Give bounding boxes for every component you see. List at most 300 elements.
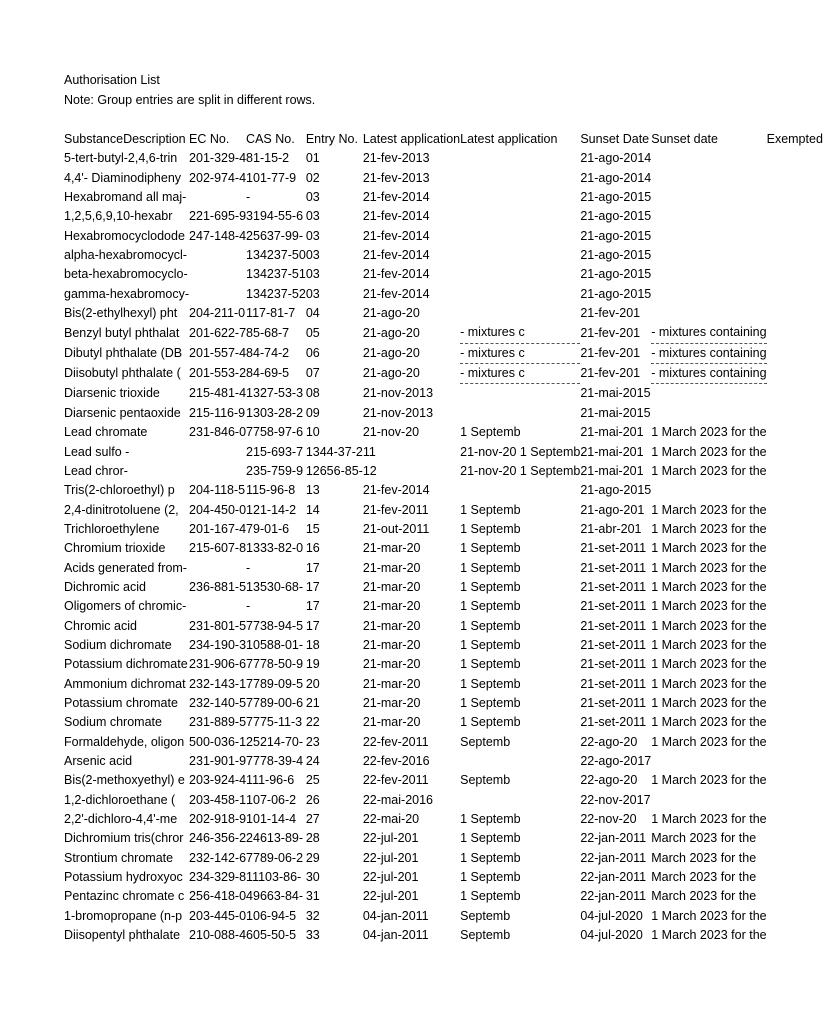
cell-exempted	[767, 343, 823, 363]
cell-substance: 4,4'- Diaminodipheny	[64, 170, 182, 185]
cell-cas-no: 1333-82-0	[246, 541, 304, 556]
cell-entry-no: 33	[305, 928, 320, 943]
cell-latest-application: 21-mar-20	[362, 676, 421, 691]
table-row	[64, 343, 823, 363]
cell-sunset-date: 22-ago-2017	[580, 754, 652, 768]
cell-cas-no: 7789-06-2	[246, 850, 304, 865]
cell-latest-application-2: 1 Septemb	[460, 425, 521, 440]
cell-substance: 2,2'-dichloro-4,4'-me	[64, 812, 178, 827]
cell-exempted	[767, 285, 823, 304]
cell-latest-application: 21-mar-20	[362, 560, 421, 575]
cell-exempted	[767, 304, 823, 323]
cell-cas-no: 101-77-9	[246, 170, 297, 185]
cell-ec-no: 232-142-6	[189, 850, 247, 865]
cell-latest-application-2: 1 Septemb	[460, 889, 521, 904]
cell-sunset-date: 21-fev-201	[580, 366, 641, 381]
cell-cas-no: -	[246, 560, 251, 575]
cell-exempted	[767, 188, 823, 207]
cell-sunset-date: 21-set-2011	[580, 676, 647, 691]
cell-latest-application-2	[460, 188, 580, 207]
cell-substance: Diisobutyl phthalate (	[64, 366, 181, 381]
cell-latest-application: 21-fev-2014	[362, 209, 430, 224]
cell-sunset-date-2: - mixtures containing	[651, 364, 766, 384]
cell-sunset-date: 22-ago-20	[580, 734, 638, 749]
cell-sunset-date-2: 1 March 2023 for the	[651, 734, 767, 749]
cell-cas-no: 24613-89-	[246, 831, 304, 846]
table-row	[64, 733, 823, 752]
cell-cas-no: 7789-09-5	[246, 676, 304, 691]
cell-sunset-date: 22-jan-2011	[580, 870, 647, 885]
cell-latest-application-2: 1 Septemb	[460, 676, 521, 691]
cell-exempted	[767, 462, 823, 481]
cell-sunset-date: 21-fev-201	[580, 306, 641, 321]
table-row	[64, 520, 823, 539]
table-row	[64, 207, 823, 226]
cell-cas-no: 84-69-5	[246, 366, 290, 381]
cell-latest-application-2	[460, 169, 580, 188]
header-latest-application: Latest application	[362, 132, 461, 146]
cell-latest-application-2	[460, 481, 580, 500]
table-row	[64, 501, 823, 520]
cell-sunset-date-2: March 2023 for the	[651, 850, 757, 865]
cell-sunset-date: 21-abr-201	[580, 521, 642, 536]
cell-exempted	[767, 810, 823, 829]
cell-sunset-date-2: 1 March 2023 for the	[651, 463, 767, 478]
cell-sunset-date-2: 1 March 2023 for the	[651, 695, 767, 710]
cell-sunset-date: 04-jul-2020	[580, 908, 643, 923]
cell-sunset-date-2: - mixtures containing	[651, 323, 766, 343]
cell-latest-application-2: 21-nov-20 1 Septemb	[460, 444, 581, 459]
cell-substance: alpha-hexabromocycl-	[64, 248, 187, 263]
cell-sunset-date-2	[651, 404, 766, 423]
table-row	[64, 285, 823, 304]
cell-entry-no: 32	[305, 908, 320, 923]
cell-exempted	[767, 227, 823, 246]
cell-latest-application: 21-fev-2014	[362, 286, 430, 301]
cell-latest-application-2: 1 Septemb	[460, 541, 521, 556]
cell-entry-no: 20	[305, 676, 320, 691]
cell-latest-application: 21-fev-2011	[362, 502, 429, 517]
cell-entry-no: 02	[305, 170, 320, 185]
cell-cas-no: 10588-01-	[246, 637, 304, 652]
cell-latest-application-2: 1 Septemb	[460, 870, 521, 885]
cell-substance: Diarsenic pentaoxide	[64, 405, 181, 420]
cell-substance: Dichromium tris(chror	[64, 831, 184, 846]
cell-ec-no: 201-553-2	[189, 366, 247, 381]
table-row	[64, 675, 823, 694]
table-row	[64, 404, 823, 423]
header-entry-no: Entry No.	[305, 132, 358, 146]
cell-substance: Bis(2-methoxyethyl) e	[64, 773, 185, 788]
cell-cas-no: 1327-53-3	[246, 386, 304, 401]
cell-entry-no: 13	[305, 483, 320, 498]
cell-exempted	[767, 539, 823, 558]
cell-latest-application: 22-fev-2011	[362, 773, 429, 788]
cell-entry-no: 03	[305, 267, 320, 282]
cell-sunset-date-2: 1 March 2023 for the	[651, 908, 767, 923]
cell-exempted	[767, 887, 823, 906]
cell-exempted	[767, 849, 823, 868]
cell-substance: Diarsenic trioxide	[64, 386, 160, 401]
cell-entry-no: 17	[305, 560, 320, 575]
cell-latest-application: 21-mar-20	[362, 599, 421, 614]
cell-latest-application: 22-jul-201	[362, 889, 419, 904]
cell-exempted	[767, 578, 823, 597]
table-row	[64, 926, 823, 945]
cell-latest-application-2: 1 Septemb	[460, 521, 521, 536]
cell-exempted	[767, 520, 823, 539]
cell-entry-no: 29	[305, 850, 320, 865]
cell-latest-application-2: Septemb	[460, 773, 511, 788]
cell-sunset-date: 21-set-2011	[580, 541, 647, 556]
header-cas-no: CAS No.	[246, 132, 295, 146]
cell-sunset-date-2	[651, 207, 766, 226]
cell-cas-no: 25637-99-	[246, 228, 304, 243]
table-row	[64, 887, 823, 906]
cell-latest-application-2: 1 Septemb	[460, 579, 521, 594]
cell-sunset-date: 21-ago-2014	[580, 170, 652, 185]
cell-entry-no: 16	[305, 541, 320, 556]
cell-exempted	[767, 617, 823, 636]
cell-sunset-date: 21-mai-2015	[580, 386, 651, 401]
cell-cas-no: 117-81-7	[246, 306, 296, 321]
table-row	[64, 443, 823, 462]
cell-latest-application-2: 1 Septemb	[460, 850, 521, 865]
cell-sunset-date-2: 1 March 2023 for the	[651, 637, 767, 652]
cell-entry-no: 17	[305, 618, 320, 633]
cell-substance: Hexabromocyclodode	[64, 228, 185, 243]
cell-ec-no: 201-329-4	[189, 151, 247, 166]
cell-sunset-date: 22-ago-20	[580, 773, 638, 788]
cell-exempted	[767, 791, 823, 810]
cell-latest-application: 21-fev-2013	[362, 151, 430, 166]
cell-entry-no: 09	[305, 405, 320, 420]
cell-sunset-date: 21-ago-2015	[580, 209, 652, 224]
table-row	[64, 578, 823, 597]
cell-substance: Lead sulfo -	[64, 444, 130, 459]
cell-sunset-date: 22-nov-2017	[580, 792, 651, 807]
table-row	[64, 617, 823, 636]
cell-substance: Lead chror-	[64, 463, 128, 478]
cell-latest-application-2: 1 Septemb	[460, 812, 521, 827]
cell-ec-no: 210-088-4	[189, 928, 247, 943]
cell-latest-application: 22-mai-20	[362, 812, 420, 827]
cell-latest-application-2: 1 Septemb	[460, 715, 521, 730]
cell-latest-application-2: - mixtures c	[460, 343, 580, 363]
table-row	[64, 364, 823, 384]
cell-ec-no: 221-695-9	[189, 209, 247, 224]
cell-ec-no: 231-801-5	[189, 618, 247, 633]
cell-latest-application: 22-jul-201	[362, 870, 419, 885]
cell-exempted	[767, 655, 823, 674]
cell-sunset-date: 21-mai-2015	[580, 405, 651, 420]
cell-latest-application-2: Septemb	[460, 734, 511, 749]
cell-sunset-date-2: March 2023 for the	[651, 870, 757, 885]
cell-entry-no: 25	[305, 773, 320, 788]
cell-substance: Dibutyl phthalate (DB	[64, 345, 183, 360]
table-row	[64, 227, 823, 246]
cell-ec-no: 236-881-5	[189, 579, 247, 594]
cell-sunset-date-2	[651, 227, 766, 246]
cell-ec-no: 231-901-9	[189, 754, 247, 768]
cell-entry-no: 26	[305, 792, 320, 807]
cell-latest-application-2: 1 Septemb	[460, 695, 521, 710]
cell-sunset-date: 21-mai-201	[580, 444, 644, 459]
cell-exempted	[767, 423, 823, 442]
cell-entry-no: 04	[305, 306, 320, 321]
cell-sunset-date: 21-set-2011	[580, 695, 647, 710]
cell-ec-no: 256-418-0	[189, 889, 247, 904]
cell-latest-application-2: - mixtures c	[460, 364, 580, 384]
table-row	[64, 384, 823, 404]
cell-sunset-date-2	[651, 149, 766, 168]
cell-latest-application: 21-fev-2014	[362, 248, 430, 263]
cell-latest-application-2	[460, 384, 580, 404]
cell-ec-no: 232-140-5	[189, 695, 247, 710]
cell-entry-no: 01	[305, 151, 320, 166]
table-row	[64, 849, 823, 868]
cell-ec-no: 203-458-1	[189, 792, 247, 807]
cell-latest-application: 21-ago-20	[362, 366, 420, 381]
header-exempted: Exempted	[766, 132, 823, 146]
cell-exempted	[767, 752, 823, 771]
table-row	[64, 423, 823, 442]
cell-latest-application: 21-mar-20	[362, 618, 421, 633]
cell-substance: Sodium chromate	[64, 715, 162, 730]
cell-sunset-date-2: 1 March 2023 for the	[651, 502, 767, 517]
cell-latest-application: 21-fev-2014	[362, 190, 430, 205]
cell-sunset-date: 21-set-2011	[580, 599, 647, 614]
cell-entry-no: 14	[305, 502, 320, 517]
cell-exempted	[767, 501, 823, 520]
cell-cas-no: 7758-97-6	[246, 425, 304, 440]
cell-sunset-date-2	[651, 188, 766, 207]
cell-latest-application: 21-mar-20	[362, 637, 421, 652]
table-row	[64, 559, 823, 578]
cell-entry-no: 17	[305, 579, 320, 594]
cell-latest-application-2: - mixtures c	[460, 323, 580, 343]
cell-exempted	[767, 771, 823, 790]
cell-latest-application: 21-mar-20	[362, 657, 421, 672]
table-row	[64, 636, 823, 655]
cell-ec-no: 234-329-8	[189, 870, 247, 885]
cell-ec-no	[189, 462, 246, 481]
cell-sunset-date-2: 1 March 2023 for the	[651, 521, 767, 536]
cell-exempted	[767, 207, 823, 226]
cell-sunset-date: 21-fev-201	[580, 325, 641, 340]
cell-sunset-date-2	[651, 285, 766, 304]
table-row	[64, 868, 823, 887]
cell-latest-application: 04-jan-2011	[362, 908, 429, 923]
cell-substance: Pentazinc chromate c	[64, 889, 185, 904]
cell-substance: Potassium dichromate	[64, 657, 188, 672]
cell-latest-application: 11	[362, 444, 376, 459]
cell-cas-no: 1303-28-2	[246, 405, 304, 420]
document-title: Authorisation List	[64, 73, 160, 87]
cell-sunset-date: 22-jan-2011	[580, 831, 647, 846]
cell-latest-application: 21-fev-2014	[362, 267, 430, 282]
cell-sunset-date: 21-ago-2015	[580, 286, 652, 301]
authorisation-table	[64, 130, 823, 945]
cell-sunset-date: 21-ago-2015	[580, 248, 652, 263]
table-row	[64, 149, 823, 168]
cell-substance: Strontium chromate	[64, 850, 174, 865]
header-sunset-date-2: Sunset date	[651, 132, 718, 146]
cell-cas-no: 13530-68-	[246, 579, 304, 594]
cell-exempted	[767, 404, 823, 423]
cell-latest-application-2: 1 Septemb	[460, 618, 521, 633]
cell-ec-no: 231-906-6	[189, 657, 247, 672]
cell-cas-no: 7738-94-5	[246, 618, 304, 633]
cell-sunset-date: 21-set-2011	[580, 618, 647, 633]
cell-ec-no: 204-450-0	[189, 502, 247, 517]
cell-latest-application: 21-fev-2014	[362, 483, 430, 498]
cell-sunset-date: 21-ago-2015	[580, 228, 652, 243]
cell-entry-no: 07	[305, 366, 320, 381]
cell-latest-application: 21-mar-20	[362, 541, 421, 556]
cell-sunset-date-2: 1 March 2023 for the	[651, 541, 767, 556]
cell-exempted	[767, 149, 823, 168]
cell-sunset-date-2: 1 March 2023 for the	[651, 657, 767, 672]
cell-latest-application: 21-mar-20	[362, 695, 421, 710]
cell-substance: Dichromic acid	[64, 579, 146, 594]
cell-ec-no	[189, 597, 246, 616]
cell-ec-no: 203-924-4	[189, 773, 247, 788]
cell-cas-no: 235-759-9	[246, 463, 304, 478]
cell-substance: Trichloroethylene	[64, 521, 160, 536]
cell-exempted	[767, 265, 823, 284]
table-row	[64, 752, 823, 771]
table-row	[64, 462, 823, 481]
cell-exempted	[767, 384, 823, 404]
cell-latest-application-2	[460, 404, 580, 423]
cell-substance: Chromium trioxide	[64, 541, 166, 556]
cell-sunset-date-2: 1 March 2023 for the	[651, 715, 767, 730]
cell-cas-no: 7775-11-3	[246, 715, 303, 730]
cell-substance: Arsenic acid	[64, 754, 133, 768]
cell-sunset-date: 22-nov-20	[580, 812, 637, 827]
cell-latest-application-2: Septemb	[460, 928, 511, 943]
cell-ec-no	[189, 285, 246, 304]
cell-substance: Formaldehyde, oligon	[64, 734, 185, 749]
cell-entry-no: 15	[305, 521, 320, 536]
cell-latest-application-2	[460, 149, 580, 168]
cell-entry-no: 28	[305, 831, 320, 846]
cell-substance: Oligomers of chromic-	[64, 599, 187, 614]
cell-sunset-date: 21-ago-2015	[580, 267, 652, 282]
cell-sunset-date-2	[651, 246, 766, 265]
cell-latest-application-2	[460, 227, 580, 246]
cell-cas-no: 7778-50-9	[246, 657, 304, 672]
cell-cas-no: 115-96-8	[246, 483, 296, 498]
table-body	[64, 149, 823, 945]
cell-latest-application: 04-jan-2011	[362, 928, 429, 943]
cell-sunset-date-2: - mixtures containing	[651, 343, 766, 363]
cell-sunset-date: 22-jan-2011	[580, 850, 647, 865]
cell-sunset-date-2: 1 March 2023 for the	[651, 773, 767, 788]
cell-ec-no: 201-557-4	[189, 345, 247, 360]
cell-exempted	[767, 733, 823, 752]
header-row	[64, 130, 823, 149]
cell-ec-no: 201-622-7	[189, 325, 247, 340]
cell-latest-application-2	[460, 265, 580, 284]
cell-substance: Potassium chromate	[64, 695, 178, 710]
cell-latest-application: 21-mar-20	[362, 579, 421, 594]
cell-substance: gamma-hexabromocy-	[64, 286, 190, 301]
cell-ec-no	[189, 559, 246, 578]
cell-latest-application: 12	[362, 463, 377, 478]
cell-latest-application: 22-jul-201	[362, 831, 419, 846]
cell-entry-no: 03	[305, 190, 320, 205]
table-row	[64, 265, 823, 284]
cell-ec-no	[189, 188, 246, 207]
cell-latest-application-2	[460, 752, 580, 771]
cell-latest-application-2	[460, 791, 580, 810]
cell-substance: Hexabromand all maj-	[64, 190, 187, 205]
cell-cas-no: 84-74-2	[246, 345, 290, 360]
cell-substance: Lead chromate	[64, 425, 148, 440]
cell-sunset-date: 21-set-2011	[580, 579, 647, 594]
cell-cas-no: 7778-39-4	[246, 754, 304, 768]
cell-sunset-date: 21-mai-201	[580, 463, 644, 478]
cell-sunset-date-2: 1 March 2023 for the	[651, 444, 767, 459]
cell-cas-no: 121-14-2	[246, 502, 297, 517]
cell-substance: 1,2-dichloroethane (	[64, 792, 176, 807]
cell-sunset-date: 21-ago-2015	[580, 190, 652, 205]
cell-entry-no: 03	[305, 228, 320, 243]
cell-substance: Ammonium dichromat	[64, 676, 186, 691]
cell-latest-application: 21-nov-2013	[362, 405, 434, 420]
cell-sunset-date: 04-jul-2020	[580, 928, 643, 943]
cell-entry-no: 17	[305, 599, 320, 614]
cell-sunset-date-2	[651, 752, 766, 771]
cell-substance: Sodium dichromate	[64, 637, 172, 652]
cell-entry-no: 21	[305, 695, 320, 710]
table-row	[64, 246, 823, 265]
cell-entry-no: 12656-85-	[305, 463, 363, 478]
cell-substance: Diisopentyl phthalate	[64, 928, 181, 943]
header-sunset-date: Sunset Date	[580, 132, 650, 146]
cell-ec-no: 202-974-4	[189, 170, 247, 185]
cell-ec-no	[189, 246, 246, 265]
cell-sunset-date-2	[651, 265, 766, 284]
cell-cas-no: 106-94-5	[246, 908, 297, 923]
cell-substance: beta-hexabromocyclo-	[64, 267, 188, 282]
cell-latest-application-2: 1 Septemb	[460, 637, 521, 652]
cell-substance: Tris(2-chloroethyl) p	[64, 483, 175, 498]
cell-latest-application: 22-fev-2016	[362, 754, 430, 768]
cell-exempted	[767, 713, 823, 732]
cell-latest-application: 21-ago-20	[362, 325, 420, 340]
table-row	[64, 713, 823, 732]
cell-cas-no: 49663-84-	[246, 889, 304, 904]
cell-exempted	[767, 481, 823, 500]
cell-entry-no: 1344-37-2	[305, 444, 363, 459]
cell-latest-application: 21-ago-20	[362, 306, 420, 321]
cell-entry-no: 05	[305, 325, 320, 340]
cell-sunset-date-2: 1 March 2023 for the	[651, 425, 767, 440]
cell-sunset-date-2	[651, 169, 766, 188]
cell-sunset-date-2	[651, 791, 766, 810]
cell-exempted	[767, 926, 823, 945]
cell-cas-no: 134237-50	[246, 248, 306, 263]
cell-sunset-date-2: March 2023 for the	[651, 831, 757, 846]
cell-cas-no: 134237-52	[246, 286, 306, 301]
cell-latest-application: 21-mar-20	[362, 715, 421, 730]
cell-sunset-date: 21-set-2011	[580, 637, 647, 652]
header-substance: SubstanceDescription	[64, 132, 186, 146]
cell-exempted	[767, 907, 823, 926]
